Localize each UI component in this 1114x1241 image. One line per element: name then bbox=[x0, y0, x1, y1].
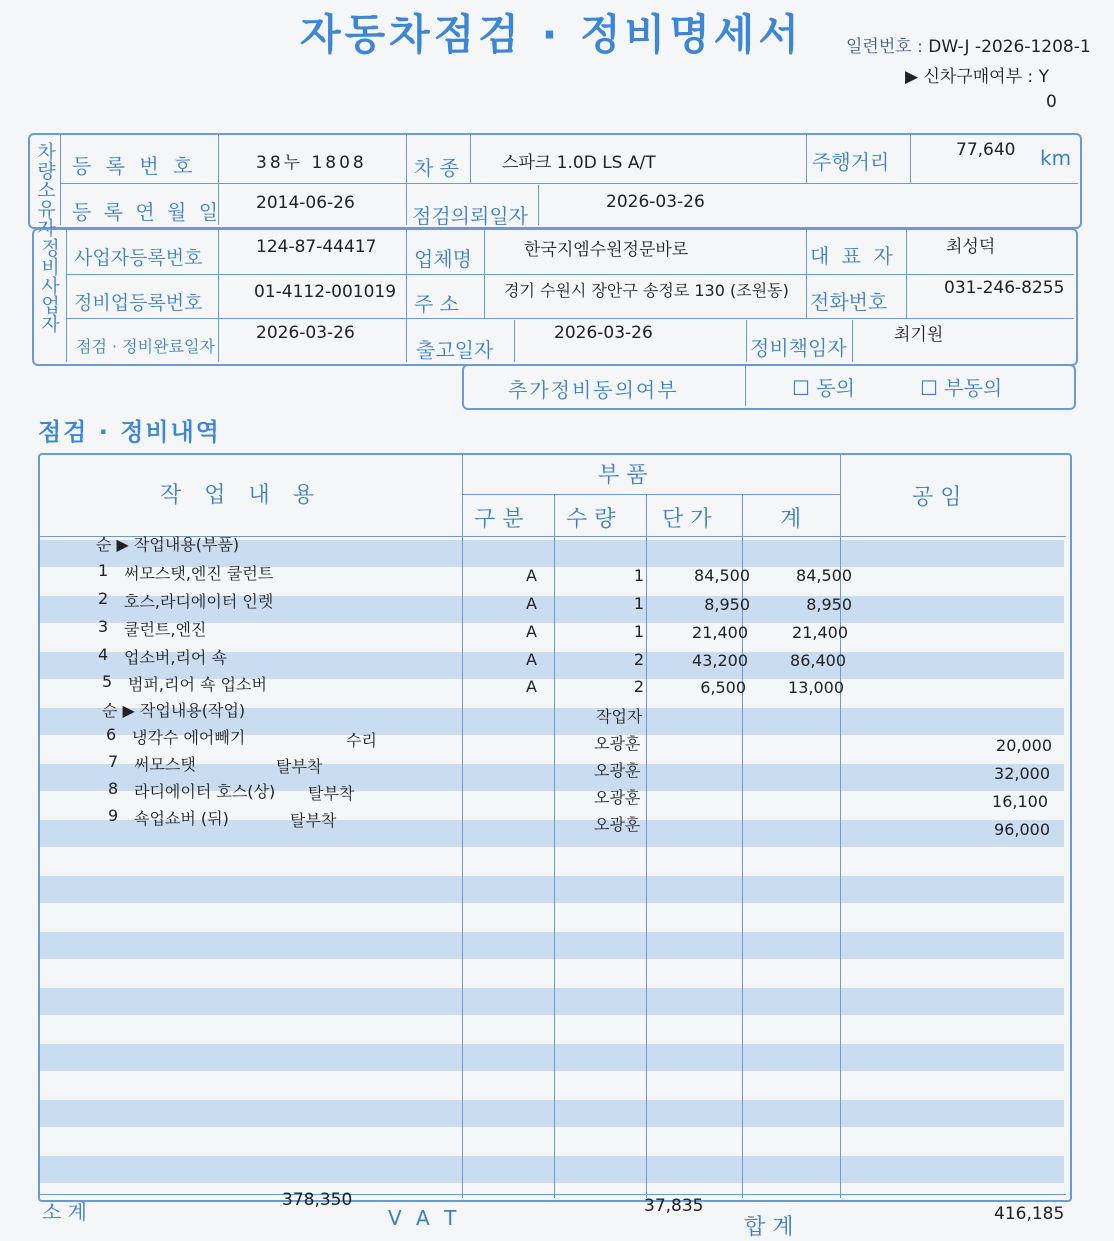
work-labor: 32,000 bbox=[994, 764, 1050, 783]
work-name: 냉각수 에어빼기 bbox=[132, 728, 246, 747]
done-date-label: 점검 · 정비완료일자 bbox=[76, 337, 215, 356]
parts-section-label: 순 ▶ 작업내용(부품) bbox=[96, 535, 240, 554]
part-total: 13,000 bbox=[788, 678, 844, 697]
shop-side-label: 정비사업자 bbox=[38, 238, 60, 333]
repair-no-value: 01-4112-001019 bbox=[254, 282, 397, 302]
serial-number bbox=[846, 32, 1091, 57]
rep-value: 최성덕 bbox=[946, 237, 996, 257]
sub-header-type: 구 분 bbox=[474, 507, 524, 532]
sub-header-unit: 단 가 bbox=[662, 507, 712, 532]
part-qty: 2 bbox=[633, 677, 644, 696]
part-unit-price: 43,200 bbox=[692, 651, 748, 670]
work-section-label: 순 ▶ 작업내용(작업) bbox=[102, 701, 246, 720]
biz-no-label: 사업자등록번호 bbox=[74, 247, 203, 269]
parts-header: 부 품 bbox=[598, 463, 648, 488]
serial-label: 일련번호 : bbox=[846, 37, 923, 57]
part-total: 8,950 bbox=[806, 595, 852, 614]
new-car-flag bbox=[905, 62, 1049, 87]
total-label: 합 계 bbox=[744, 1215, 794, 1240]
done-date-value: 2026-03-26 bbox=[256, 323, 355, 343]
phone-label: 전화번호 bbox=[810, 290, 888, 314]
manager-label: 정비책임자 bbox=[750, 336, 847, 360]
work-labor: 96,000 bbox=[994, 820, 1050, 839]
work-no: 7 bbox=[108, 752, 119, 771]
part-no: 1 bbox=[98, 561, 109, 580]
work-action: 수리 bbox=[346, 731, 377, 750]
part-qty: 2 bbox=[633, 650, 644, 669]
vat-label: V A T bbox=[388, 1206, 461, 1230]
mileage-unit: km bbox=[1040, 146, 1072, 170]
consent-disagree-checkbox[interactable]: ☐ 부동의 bbox=[920, 376, 1003, 400]
reg-date-label: 등 록 연 월 일 bbox=[72, 200, 222, 224]
part-no: 5 bbox=[102, 672, 113, 691]
sub-header-qty: 수 량 bbox=[566, 507, 616, 532]
part-name: 업소버,리어 쇽 bbox=[124, 648, 227, 667]
mileage-value: 77,640 bbox=[956, 140, 1016, 160]
work-no: 6 bbox=[106, 725, 117, 744]
subtotal-label: 소 계 bbox=[42, 1200, 87, 1224]
shop-name-label: 업체명 bbox=[414, 247, 472, 271]
part-qty: 1 bbox=[633, 566, 644, 585]
part-type: A bbox=[526, 650, 537, 669]
work-labor: 16,100 bbox=[992, 792, 1048, 811]
model-label: 차 종 bbox=[414, 156, 459, 180]
work-labor: 20,000 bbox=[996, 736, 1052, 755]
subtotal-value: 378,350 bbox=[282, 1190, 353, 1210]
new-car-value: Y bbox=[1038, 67, 1049, 87]
part-unit-price: 8,950 bbox=[704, 595, 750, 614]
work-name: 라디에이터 호스(상) bbox=[134, 782, 276, 801]
work-worker: 오광훈 bbox=[594, 815, 641, 834]
part-qty: 1 bbox=[633, 622, 644, 641]
model-value: 스파크 1.0D LS A/T bbox=[502, 153, 656, 173]
work-no: 8 bbox=[108, 779, 119, 798]
new-car-label: ▶ 신차구매여부 : bbox=[905, 67, 1034, 87]
shop-name-value: 한국지엠수원정문바로 bbox=[524, 240, 689, 260]
request-date-label: 점검의뢰일자 bbox=[412, 204, 528, 228]
part-type: A bbox=[526, 566, 537, 585]
work-name: 써모스탯 bbox=[134, 755, 196, 774]
consent-agree-checkbox[interactable]: ☐ 동의 bbox=[792, 376, 855, 400]
part-qty: 1 bbox=[633, 594, 644, 613]
part-total: 86,400 bbox=[790, 651, 846, 670]
rep-label: 대 표 자 bbox=[810, 244, 896, 268]
part-type: A bbox=[526, 594, 537, 613]
part-name: 쿨런트,엔진 bbox=[124, 620, 207, 639]
address-value: 경기 수원시 장안구 송정로 130 (조원동) bbox=[504, 281, 789, 300]
section-title: 점검 · 정비내역 bbox=[38, 418, 221, 446]
part-type: A bbox=[526, 622, 537, 641]
work-name: 쇽업쇼버 (뒤) bbox=[134, 809, 229, 828]
sub-header-total: 계 bbox=[780, 507, 802, 532]
part-no: 3 bbox=[98, 617, 109, 636]
part-name: 호스,라디에이터 인렛 bbox=[124, 592, 274, 611]
biz-no-value: 124-87-44417 bbox=[256, 237, 377, 257]
phone-value: 031-246-8255 bbox=[944, 278, 1065, 298]
part-total: 84,500 bbox=[796, 566, 852, 585]
work-worker: 오광훈 bbox=[594, 734, 641, 753]
manager-value: 최기원 bbox=[894, 325, 944, 345]
release-label: 출고일자 bbox=[416, 338, 494, 362]
part-unit-price: 84,500 bbox=[694, 566, 750, 585]
total-value: 416,185 bbox=[994, 1204, 1065, 1224]
part-name: 써모스탯,엔진 쿨런트 bbox=[124, 564, 274, 583]
release-value: 2026-03-26 bbox=[554, 323, 653, 343]
part-type: A bbox=[526, 677, 537, 696]
work-header: 작 업 내 용 bbox=[160, 483, 322, 508]
work-worker: 오광훈 bbox=[594, 788, 641, 807]
part-unit-price: 6,500 bbox=[700, 678, 746, 697]
vat-value: 37,835 bbox=[644, 1196, 704, 1216]
work-no: 9 bbox=[108, 806, 119, 825]
repair-no-label: 정비업등록번호 bbox=[74, 292, 203, 314]
document-title: 자동차점검 · 정비명세서 bbox=[300, 10, 803, 59]
work-worker: 오광훈 bbox=[594, 761, 641, 780]
worker-header: 작업자 bbox=[596, 707, 643, 726]
part-total: 21,400 bbox=[792, 623, 848, 642]
work-action: 탈부착 bbox=[276, 757, 323, 776]
work-action: 탈부착 bbox=[290, 811, 337, 830]
reg-date-value: 2014-06-26 bbox=[256, 193, 355, 213]
labor-header: 공 임 bbox=[912, 485, 962, 510]
reg-no-value: 38누 1808 bbox=[256, 153, 367, 173]
part-no: 2 bbox=[98, 589, 109, 608]
zero-mark: 0 bbox=[1046, 92, 1057, 112]
part-unit-price: 21,400 bbox=[692, 623, 748, 642]
work-action: 탈부착 bbox=[308, 784, 355, 803]
consent-label: 추가정비동의여부 bbox=[508, 378, 679, 402]
address-label: 주 소 bbox=[414, 292, 459, 316]
owner-side-label: 차량소유자 bbox=[34, 142, 56, 237]
part-name: 범퍼,리어 쇽 업소버 bbox=[128, 675, 267, 694]
serial-value: DW-J -2026-1208-1 bbox=[928, 37, 1091, 57]
part-no: 4 bbox=[98, 645, 109, 664]
request-date-value: 2026-03-26 bbox=[606, 192, 705, 212]
reg-no-label: 등 록 번 호 bbox=[72, 154, 197, 178]
mileage-label: 주행거리 bbox=[812, 150, 890, 174]
